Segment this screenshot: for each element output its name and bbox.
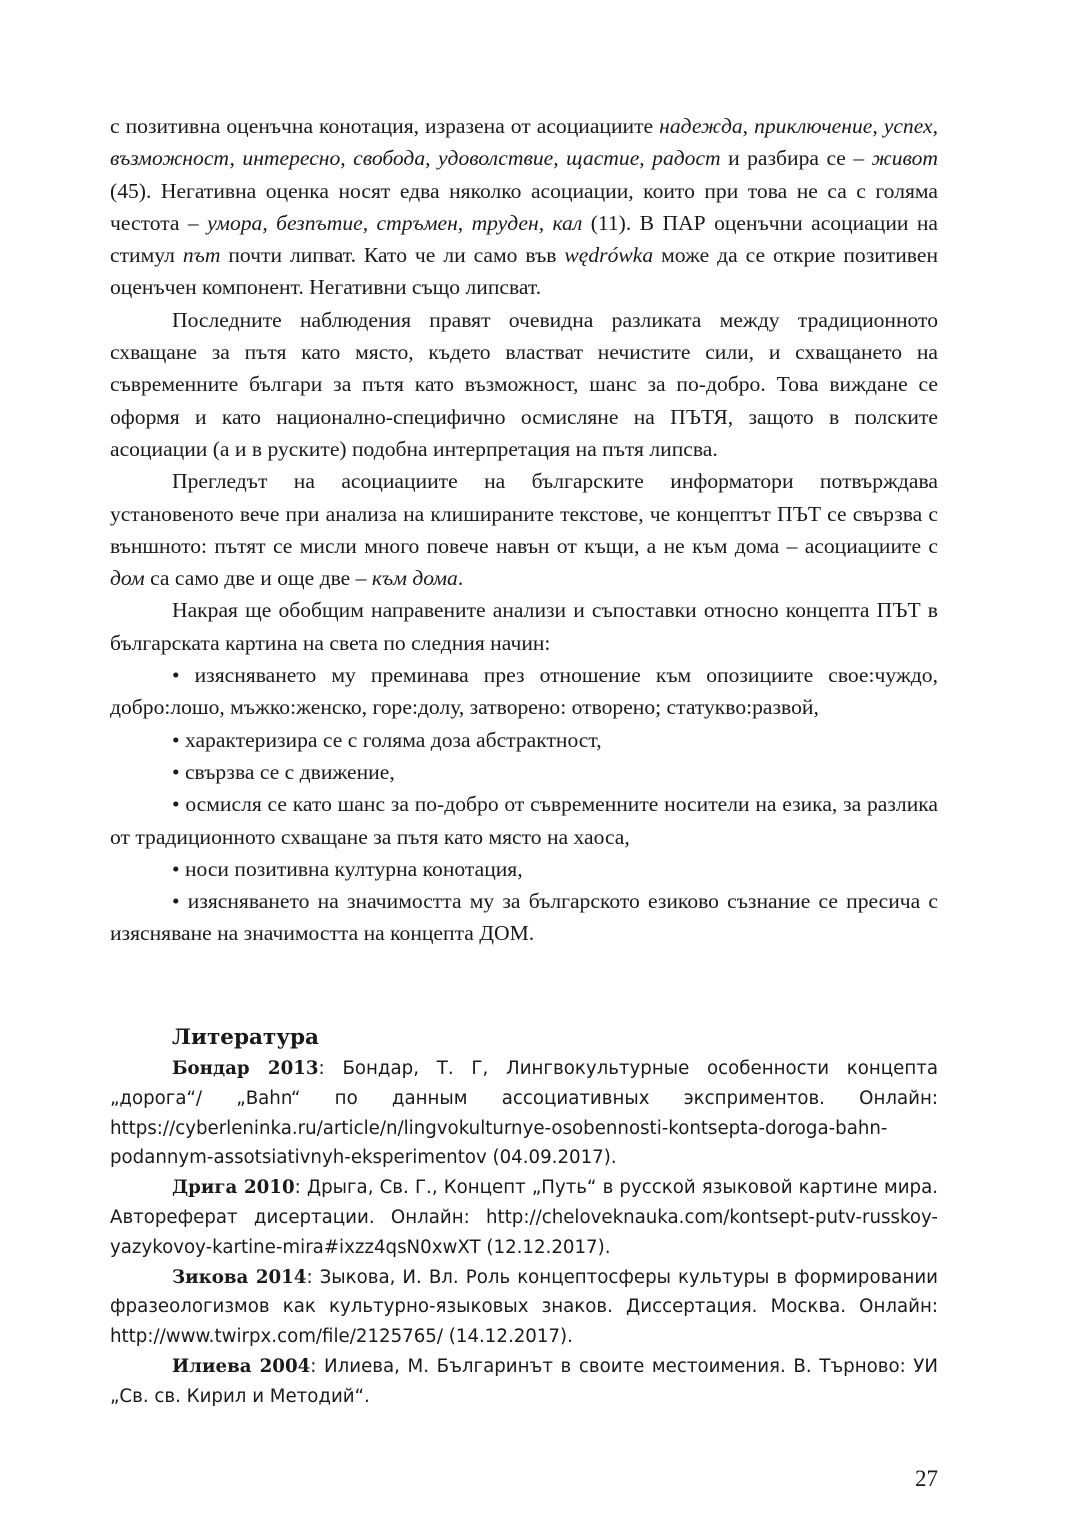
text-run: . [457,566,464,591]
italic-run: път [182,243,221,268]
bullet-item: • характеризира се с голяма доза абстрактност, [172,727,602,752]
italic-run: умора, безпътие, стръмен, труден, кал [207,210,583,235]
page-number: 27 [915,1466,938,1491]
main-text [110,110,938,950]
reference-author: Илиева 2004 [172,1355,311,1377]
paragraph-2: Последните наблюдения правят очевидна разликата между традиционното схващане за пътя като място, където властват нечистите сили, и схващането на съвременните българи за пътя като възможност, шанс за по-добро. Това виждане се оформя и като национално-специфично осмисляне на ПЪТЯ, защото в полските асоциации (а и в руските) подобна интерпретация на пътя липсва. [110,307,938,461]
paragraph-3 [110,465,938,594]
text-run: (11). В ПАР оценъчни асоциации на стимул [110,210,938,268]
reference-text: : Илиева, М. Българинът в своите местоимения. В. Търново: УИ „Св. св. Кирил и Методий“. [110,1355,938,1407]
bullet-item: • носи позитивна културна конотация, [172,856,523,881]
reference-author: Дрига 2010 [172,1177,295,1199]
reference-item [110,1352,938,1412]
italic-run: дом [110,566,145,591]
text-run: (45). Негативна оценка носят едва няколко асоциации, които при това не са с голяма честота – [110,178,938,235]
reference-item [110,1263,938,1352]
bullet-item: • осмисля се като шанс за по-добро от съвременните носители на езика, за разлика от традиционното схващане за пътя като място на хаоса, [110,792,938,849]
references-section [110,1022,938,1412]
text-run: са само две и още две – [144,566,372,591]
reference-author: Зикова 2014 [172,1266,307,1288]
references-heading: Литература [172,1025,319,1050]
text-run: и разбира се – [720,146,872,171]
paragraph-4: Накрая ще обобщим направените анализи и съпоставки относно концепта ПЪТ в българската картина на света по следния начин: [110,598,938,655]
reference-item [110,1173,938,1262]
reference-author: Бондар 2013 [172,1058,319,1079]
italic-run: към дома [371,566,458,591]
reference-text: : Бондар, Т. Г, Лингвокультурные особенности концепта „дорога“/ „Bahn“ по данным ассоциативных эксприментов. Онлайн: https://cyberleninka.ru/article/n/lingvokulturnye-osobennosti-kontsepta-doroga-bahn-podannym-assotsiativnyh-eksperimentov (04.09.2017). [110,1058,938,1169]
italic-run: wędrówka [564,243,654,268]
paragraph-1 [110,110,938,304]
bullet-item: • изясняването му преминава през отношение към опозициите свое:чуждо, добро:лошо, мъжко:женско, горе:долу, затворено: отворено; статукво:развой, [110,663,938,720]
reference-item [110,1054,938,1173]
bullet-item: • изясняването на значимостта му за българското езиково съзнание се пресича с изясняване на значимостта на концепта ДОМ. [110,889,938,946]
text-run: Прегледът на асоциациите на българските информатори потвърждава установеното вече при анализа на клишираните текстове, че концептът ПЪТ се свързва с външното: пътят се мисли много повече навън от къщи, а не към дома – асоциациите с [110,469,938,558]
text-run: може да се открие позитивен оценъчен компонент. Негативни също липсват. [110,243,938,300]
bullet-item: • свързва се с движение, [172,759,395,784]
text-run: почти липват. Като че ли само във [220,243,565,268]
text-run: с позитивна оценъчна конотация, изразена от асоциациите [110,114,660,138]
italic-run: живот [871,146,938,171]
italic-run: надежда, приключение, успех, възможност, интересно, свобода, удоволствие, щастие, радост [110,114,939,171]
reference-text: : Дрыга, Св. Г., Концепт „Путь“ в русской языковой картине мира. Автореферат дисертации. Онлайн: http://cheloveknauka.com/kontsept-putv-russkoy-yazykovoy-kartine-mira#ixzz4qsN0xwXT (12.12.2017). [110,1177,938,1258]
reference-text: : Зыкова, И. Вл. Роль концептосферы культуры в формировании фразеологизмов как культурно-языковых знаков. Диссертация. Москва. Онлайн: http://www.twirpx.com/file/2125765/ (14.12.2017). [110,1266,938,1348]
